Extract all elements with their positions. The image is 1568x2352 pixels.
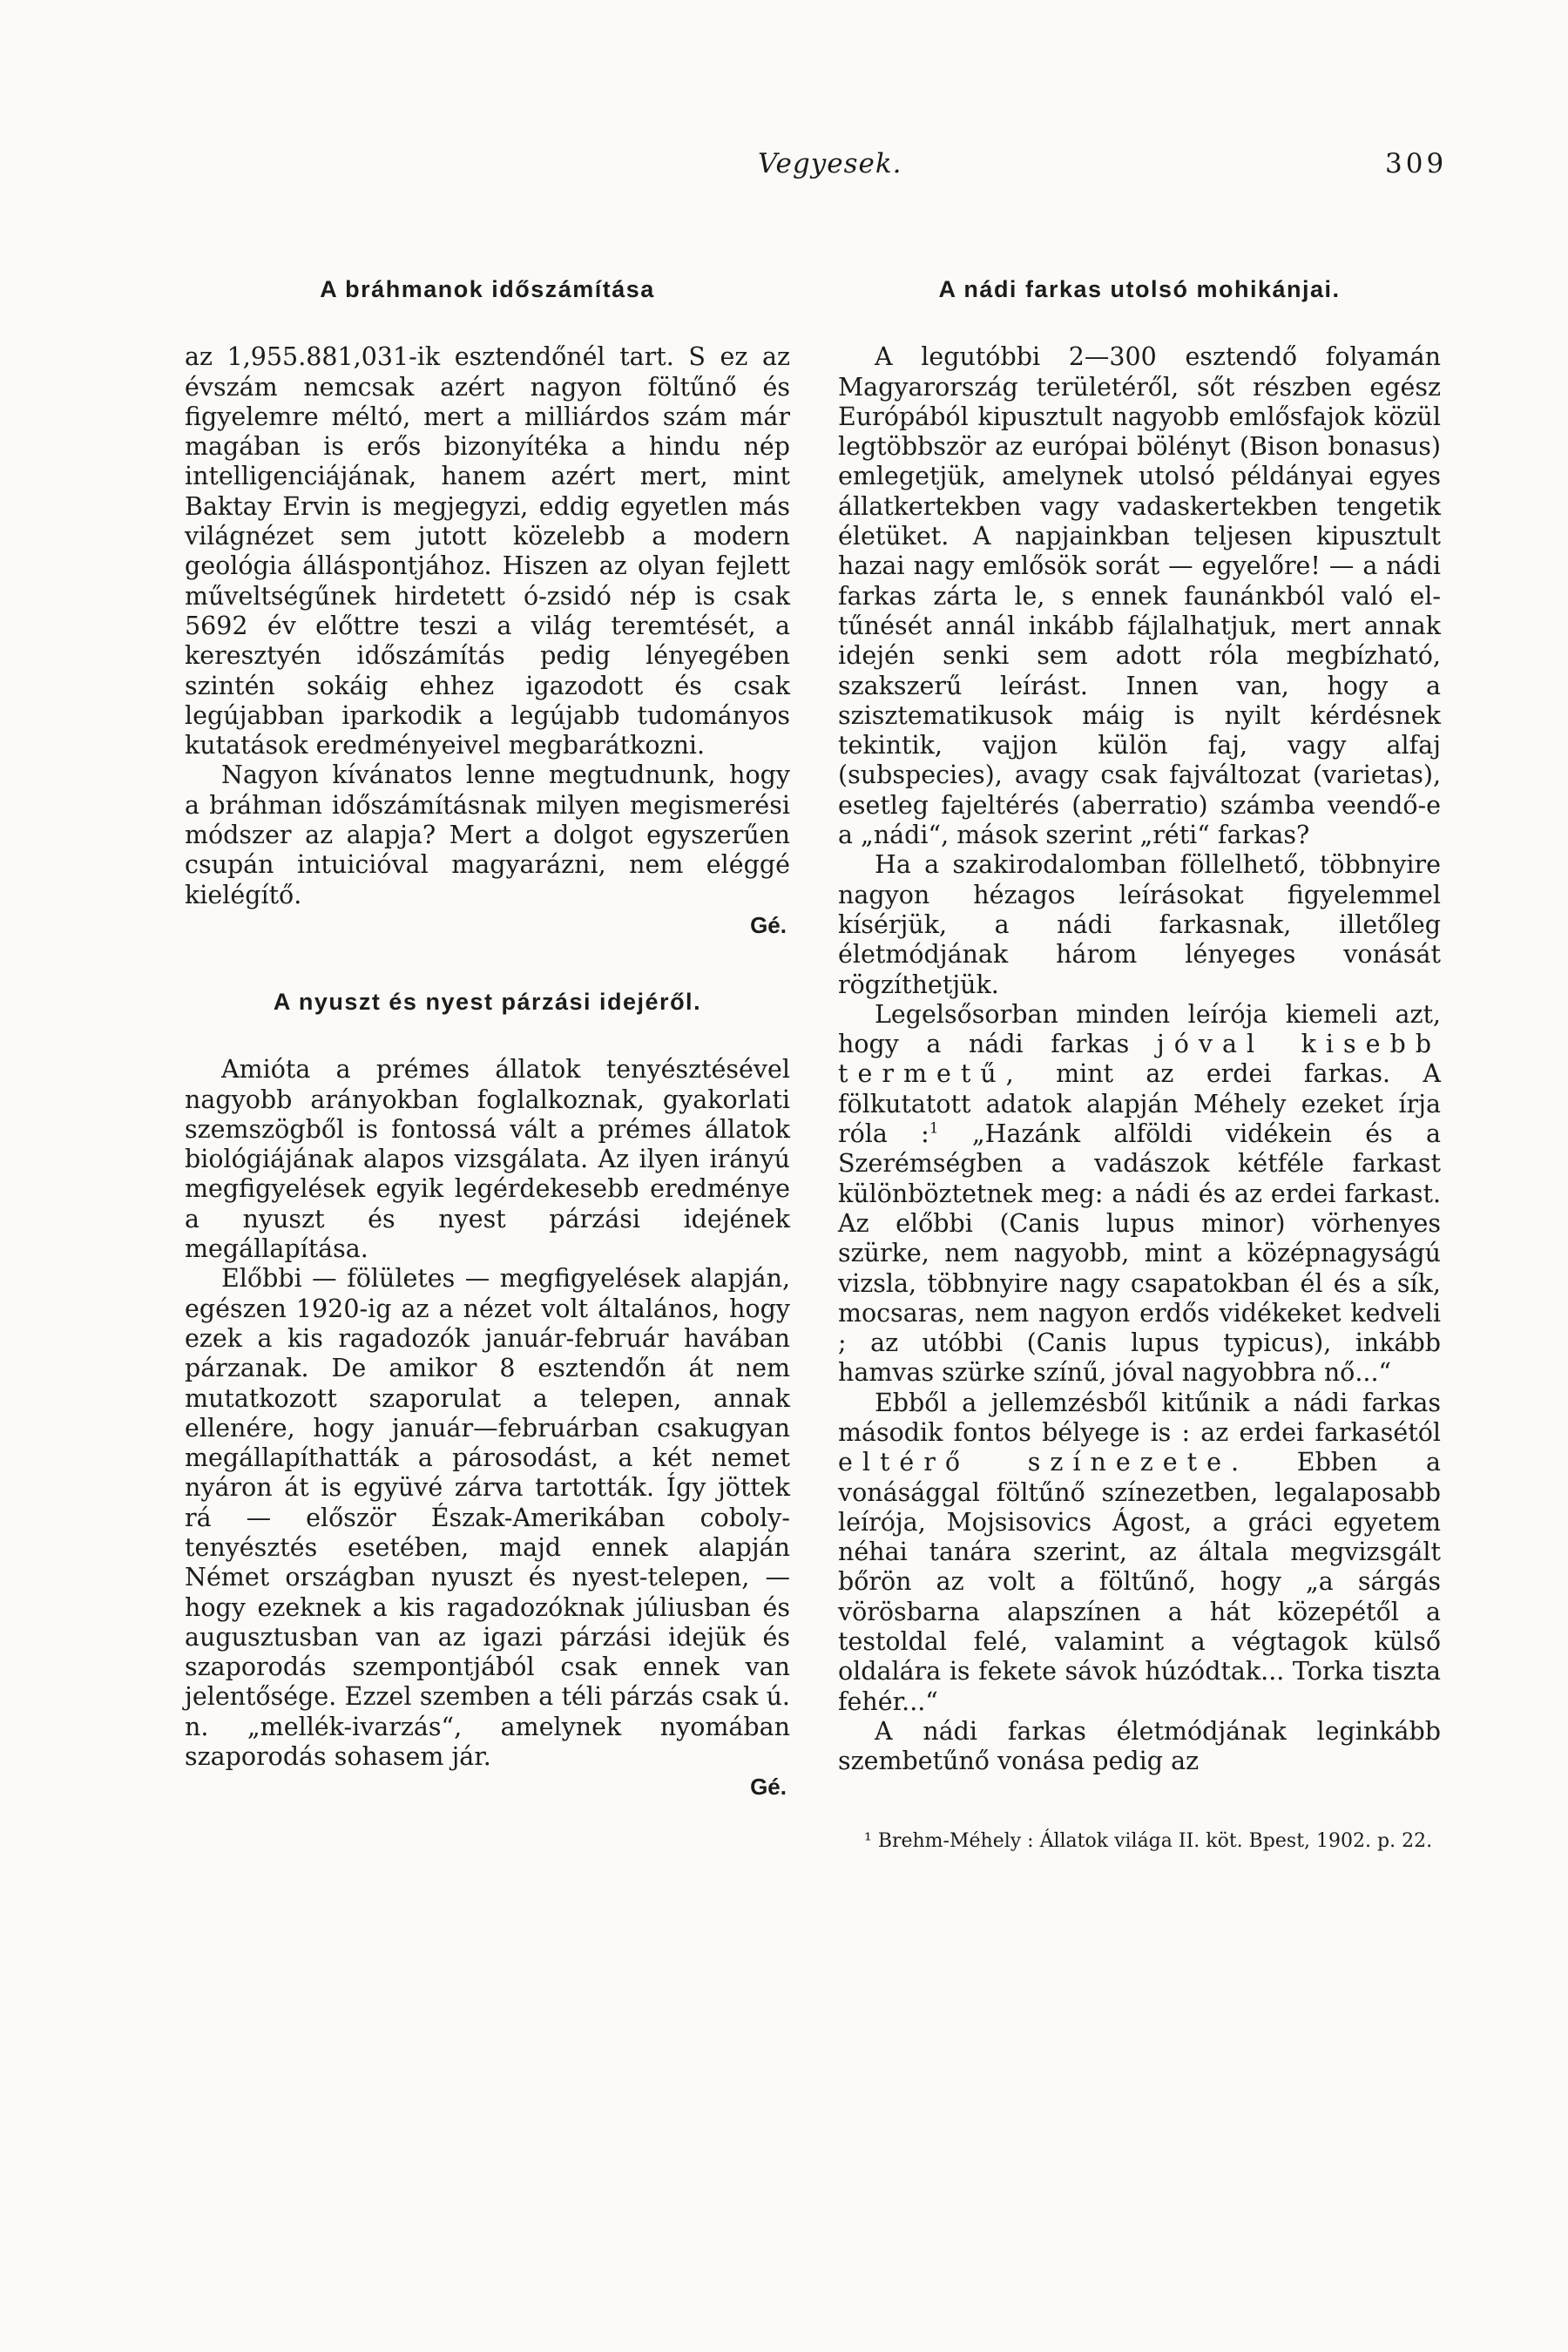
article-paragraph: A nádi farkas életmódjának leginkább szembetűnő vonása pedig az [838,1716,1441,1776]
article-title-brahman: A bráhmanok időszámítása [320,276,655,302]
article-paragraph: Ha a szakirodalomban föllelhető, többnyire nagyon hézagos leírásokat figyelemmel kísérjük, a nádi farkasnak, illetőleg életmódjának három lényeges vonását rögzíthetjük. [838,850,1441,999]
spaced-emphasis: jóval kisebb termetű, [838,1030,1441,1089]
footnote-ref: 1 [929,1119,939,1138]
text-run: „Hazánk alföldi vidékein és a Szerémségben a vadászok kétféle farkast különböztetnek meg: a nádi és az erdei farkast. Az előbbi (Canis lupus minor) vörhenyes szürke, nem nagyobb, mint a középnagyságú vizsla, többnyire nagy csapatokban él és a sík, mocsaras, nem nagyon erdős vidékeket kedveli ; az utóbbi (Canis lupus typicus), inkább hamvas szürke színű, jóval nagyobbra nő...“ [838,1119,1441,1388]
page-header [0,148,1568,192]
article-title-nyuszt: A nyuszt és nyest párzási idejéről. [273,988,702,1015]
article-paragraph: az 1,955.881,031-ik esztendőnél tart. S ez az évszám nemcsak azért nagyon föltűnő és figyelemre méltó, mert a milliárdos szám már magában is erős bizonyítéka a hindu nép intelligenciájának, hanem azért mert, mint Baktay Ervin is megjegyzi, eddig egyetlen más világnézet sem jutott közelebb a modern geológia álláspontjához. Hiszen az olyan fejlett műveltségűnek hirdetett ó-zsidó nép is csak 5692 év előttre teszi a világ teremtését, a keresztyén időszámítás pedig lényegében szintén sokáig ehhez igazodott és csak legújabban iparkodik a legújabb tudományos kutatások eredményeivel megbarátkozni. [185,342,790,760]
text-run: Ebből a jellemzésből kitűnik a nádi farkas második fontos bélyege is : az erdei farkasétól [838,1388,1441,1447]
author-signature: Gé. [750,911,787,938]
author-signature: Gé. [750,1774,787,1801]
spacer [838,1777,1441,1829]
left-column [185,274,790,1801]
text-run: Legelsősorban minden leírója kiemeli azt, hogy a nádi farkas [838,999,1441,1059]
article-paragraph: A legutóbbi 2—300 esztendő folyamán Magyarország területéről, sőt részben egész Európából kipusztult nagyobb emlősfajok közül legtöbbször az európai bölényt (Bison bonasus) emlegetjük, amelynek utolsó példányai egyes állatkertekben vagy vadaskertekben tengetik életüket. A napjainkban teljesen kipusztult hazai nagy emlősök sorát — egyelőre! — a nádi farkas zárta le, s ennek faunánkból való eltűnését annál inkább fájlalhatjuk, mert annak idején senki sem adott róla megbízható, szakszerű leírást. Innen van, hogy a szisztematikusok máig is nyilt kérdésnek tekintik, vajjon külön faj, vagy alfaj (subspecies), avagy csak fajváltozat (varietas), esetleg fajeltérés (aberratio) számba veendő-e a „nádi“, mások szerint „réti“ farkas? [838,342,1441,850]
spaced-emphasis: eltérő színezete. [838,1448,1249,1477]
text-run: Ebben a vonásággal föltűnő színezetben, legalaposabb leírója, Mojsisovics Ágost, a gráci egyetem néhai tanára szerint, az általa megvizsgált bőrön az volt a föltűnő, hogy „a sárgás vörösbarna alapszínen a hát közepétől a testoldal felé, valamint a végtagok külső oldalára is fekete sávok húzódtak... Torka tiszta fehér...“ [838,1448,1441,1716]
page-number: 309 [1385,148,1448,179]
footnote: ¹ Brehm-Méhely : Állatok világa II. köt. Bpest, 1902. p. 22. [864,1829,1433,1852]
article-paragraph: Amióta a prémes állatok tenyésztésével nagyobb arányokban foglalkoznak, gyakorlati szemszögből is fontossá vált a prémes állatok biológiájának alapos vizsgálata. Az ilyen irányú megfigyelések egyik legérdekesebb eredménye a nyuszt és nyest párzási idejének megállapítása. [185,1055,790,1264]
article-title-nadi-farkas: A nádi farkas utolsó mohikánjai. [938,276,1341,302]
running-title: Vegyesek. [758,148,902,179]
article-paragraph: Előbbi — fölületes — megfigyelések alapján, egészen 1920-ig az a nézet volt általános, hogy ezek a kis ragadozók január-február havában párzanak. De amikor 8 esztendőn át nem mutatkozott szaporulat a telepen, annak ellenére, hogy január—februárban csakugyan megállapíthatták a párosodást, a két nemet nyáron át is együvé zárva tartották. Így jöttek rá — először Észak-Amerikában coboly-tenyésztés esetében, majd ennek alapján Német országban nyuszt és nyest-telepen, — hogy ezeknek a kis ragadozóknak júliusban és augusztusban van az igazi párzási idejük és szaporodás szempontjából csak ennek van jelentősége. Ezzel szemben a téli párzás csak ú. n. „mellék-ivarzás“, amelynek nyomában szaporodás sohasem jár. [185,1264,790,1772]
article-paragraph [838,1000,1441,1389]
article-paragraph [838,1389,1441,1717]
text-run: mint az erdei farkas. A fölkutatott adatok alapján Méhely ezeket írja róla : [838,1059,1441,1149]
spacer [185,940,790,987]
right-column [838,274,1441,1853]
article-paragraph: Nagyon kívánatos lenne megtudnunk, hogy a bráhman időszámításnak milyen megismerési módszer az alapja? Mert a dolgot egyszerűen csupán intuicióval magyarázni, nem eléggé kielégítő. [185,760,790,909]
